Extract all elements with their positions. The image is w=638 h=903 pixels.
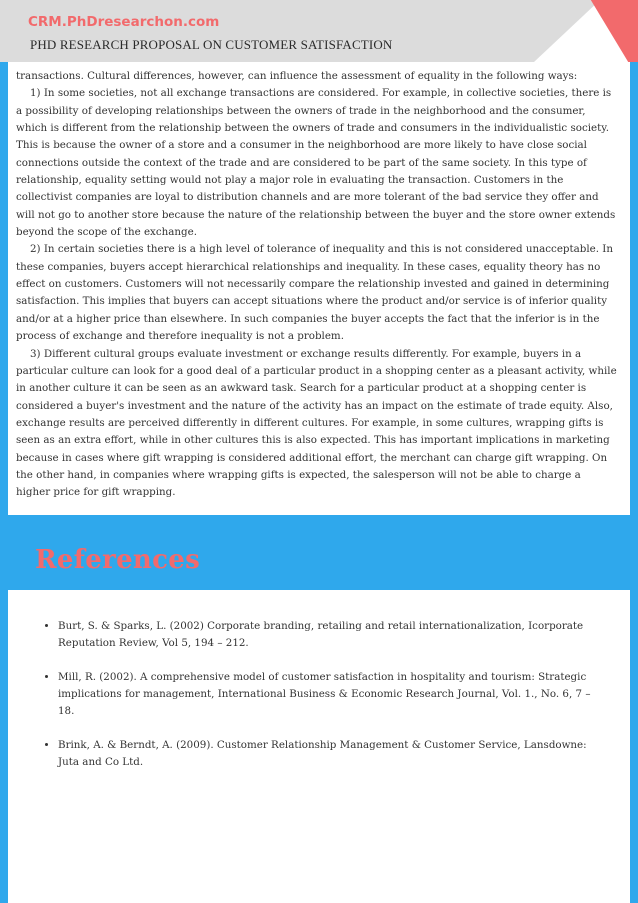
body-paragraph: transactions. Cultural differences, however, can influence the assessment of equality in the following ways: [16, 70, 578, 82]
site-name: CRM.PhDresearchon.com [28, 14, 220, 30]
references-list [44, 618, 598, 788]
reference-item: • Brink, A. & Berndt, A. (2009). Customer Relationship Management & Customer Service, Lansdowne: Juta and Co Ltd. [58, 737, 598, 771]
reference-item: • Burt, S. & Sparks, L. (2002) Corporate branding, retailing and retail internationalization, Icorporate Reputation Review, Vol 5, 194 – 212. [58, 618, 598, 652]
references-heading: References [35, 545, 201, 575]
document-title: PHD RESEARCH PROPOSAL ON CUSTOMER SATISFACTION [30, 37, 393, 52]
references-panel [8, 590, 630, 903]
body-paragraph: 1) In some societies, not all exchange transactions are considered. For example, in collective societies, there is a possibility of developing relationships between the owners of trade in the neighborhood and the consumer, which is different from the relationship between the owners of trade and consumers in the individualistic society. This is because the owner of a store and a consumer in the neighborhood are more likely to have close social connections outside the context of the trade and are considered to be part of the same society. In this type of relationship, equality setting would not play a major role in evaluating the transaction. Customers in the collectivist companies are loyal to distribution channels and are more tolerant of the bad service they offer and will not go to another store because the nature of the relationship between the buyer and the store owner extends beyond the scope of the exchange. [16, 87, 616, 239]
body-text [16, 68, 618, 502]
reference-item: • Mill, R. (2002). A comprehensive model of customer satisfaction in hospitality and tourism: Strategic implications for management, International Business & Economic Research Journal, Vol. 1., No. 6, 7 – 18. [58, 669, 598, 720]
body-panel [8, 62, 630, 515]
body-paragraph: 3) Different cultural groups evaluate investment or exchange results differently. For example, buyers in a particular culture can look for a good deal of a particular product in a shopping center as a pleasant activity, while in another culture it can be seen as an awkward task. Search for a particular product at a shopping center is considered a buyer's investment and the nature of the activity has an impact on the estimate of trade equity. Also, exchange results are perceived differently in different cultures. For example, in some cultures, wrapping gifts is seen as an extra effort, while in other cultures this is also expected. This has important implications in marketing because in cases where gift wrapping is considered additional effort, the merchant can charge gift wrapping. On the other hand, in companies where wrapping gifts is expected, the salesperson will not be able to charge a higher price for gift wrapping. [16, 347, 617, 499]
body-paragraph: 2) In certain societies there is a high level of tolerance of inequality and this is not considered unacceptable. In these companies, buyers accept hierarchical relationships and inequality. In these cases, equality theory has no effect on customers. Customers will not necessarily compare the relationship invested and gained in determining satisfaction. This implies that buyers can accept situations where the product and/or service is of inferior quality and/or at a higher price than elsewhere. In such companies the buyer accepts the fact that the inferior is in the process of exchange and therefore inequality is not a problem. [16, 243, 614, 343]
page-header [0, 0, 638, 62]
